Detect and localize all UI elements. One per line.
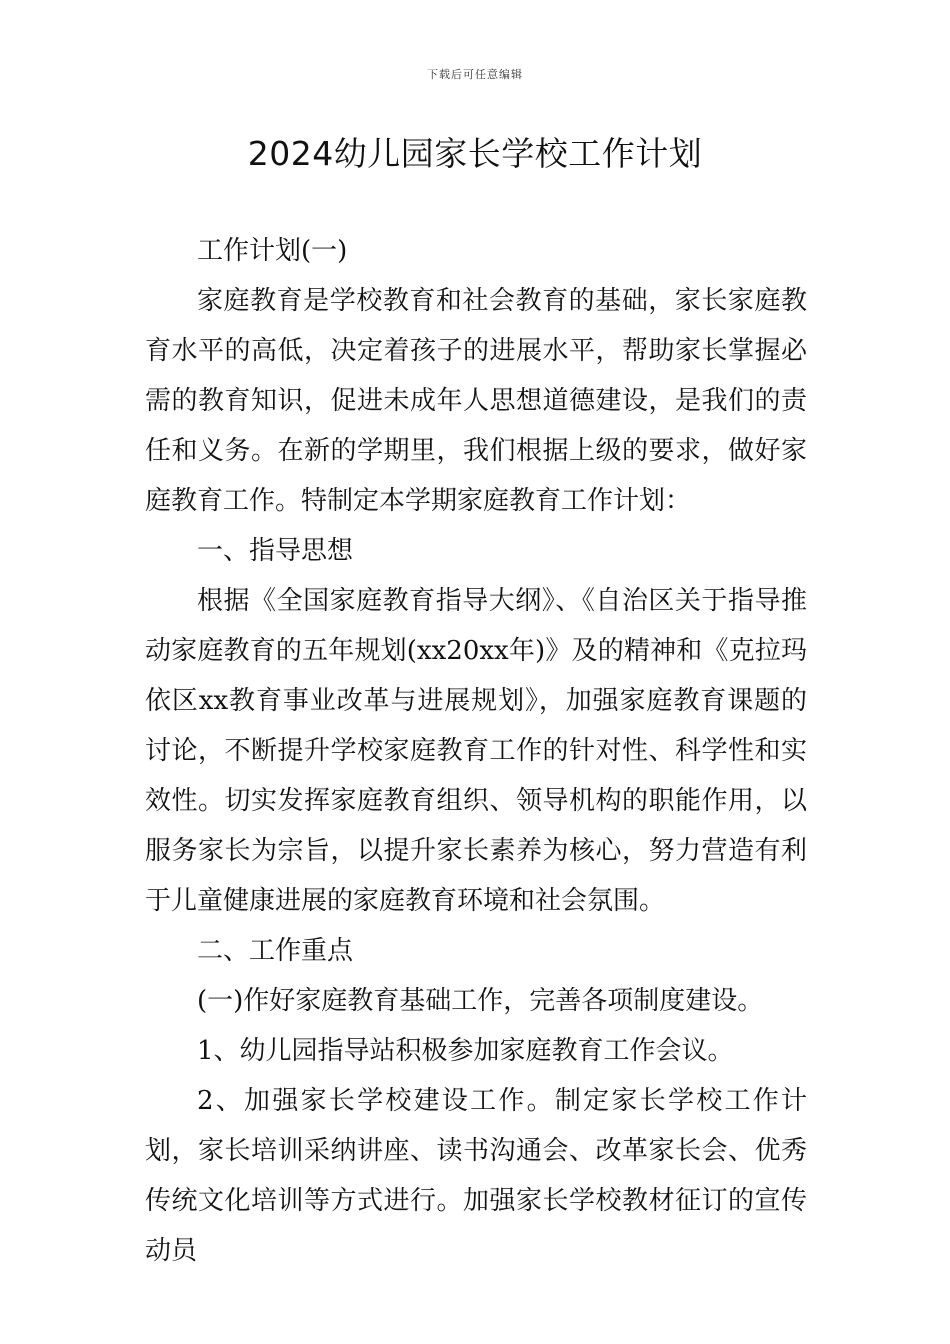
list-item-1: 1、幼儿园指导站积极参加家庭教育工作会议。 [197, 1036, 734, 1066]
section-heading-guiding-ideology: 一、指导思想 [197, 536, 354, 566]
list-item-2: 2、加强家长学校建设工作。制定家长学校工作计划，家长培训采纳讲座、读书沟通会、改革家长会、优秀传统文化培训等方式进行。加强家长学校教材征订的宣传动员 [145, 1086, 807, 1266]
section-heading-work-focus: 二、工作重点 [197, 936, 354, 966]
paragraph-intro: 家庭教育是学校教育和社会教育的基础，家长家庭教育水平的高低，决定着孩子的进展水平，帮助家长掌握必需的教育知识，促进未成年人思想道德建设，是我们的责任和义务。在新的学期里，我们根据上级的要求，做好家庭教育工作。特制定本学期家庭教育工作计划： [145, 286, 807, 516]
document-body [145, 226, 807, 1276]
document-title: 2024幼儿园家长学校工作计划 [247, 134, 703, 173]
header-note: 下载后可任意编辑 [427, 68, 523, 81]
section-heading-plan: 工作计划(一) [197, 236, 348, 266]
subheading-foundation-work: (一)作好家庭教育基础工作，完善各项制度建设。 [197, 986, 764, 1016]
paragraph-guiding-ideology: 根据《全国家庭教育指导大纲》、《自治区关于指导推动家庭教育的五年规划(xx20xx年)》及的精神和《克拉玛依区xx教育事业改革与进展规划》，加强家庭教育课题的讨论，不断提升学校家庭教育工作的针对性、科学性和实效性。切实发挥家庭教育组织、领导机构的职能作用，以服务家长为宗旨，以提升家长素养为核心，努力营造有利于儿童健康进展的家庭教育环境和社会氛围。 [145, 586, 807, 916]
